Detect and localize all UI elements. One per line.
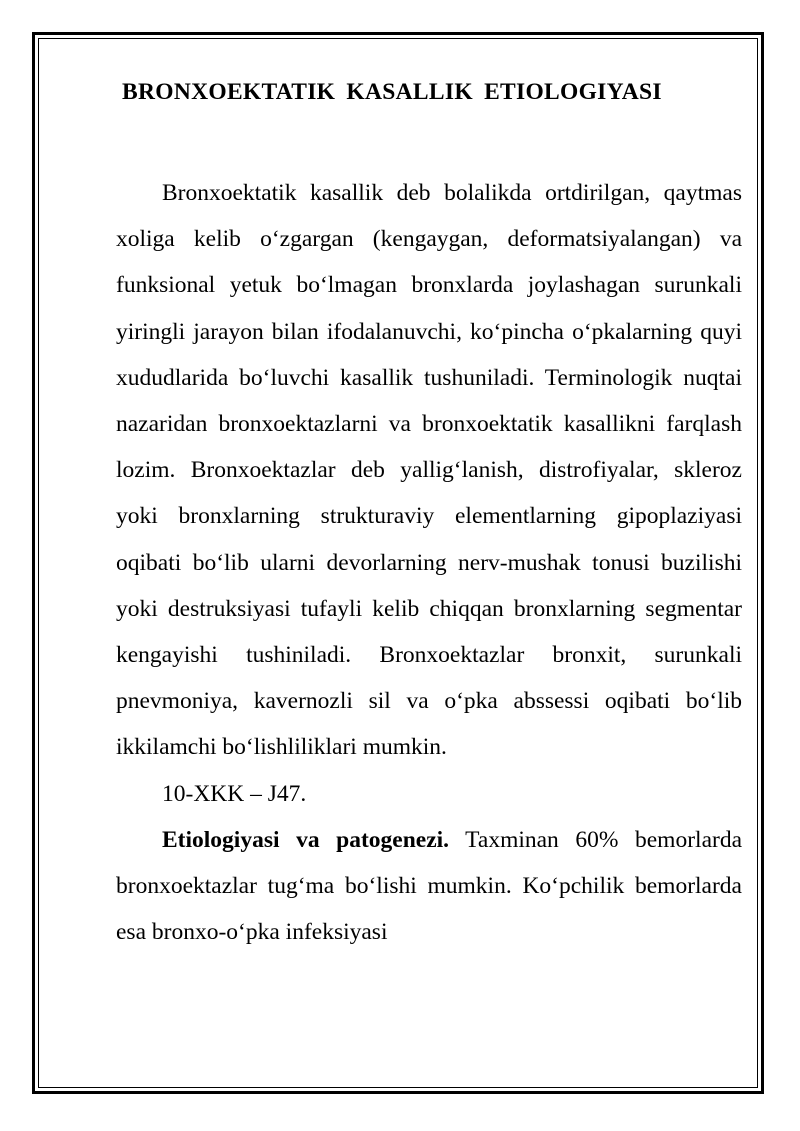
icd-code-line: 10-XKK – J47. (162, 780, 307, 807)
etiology-paragraph (116, 817, 742, 956)
title-spacer (116, 108, 742, 170)
page-content (116, 76, 742, 955)
etiology-text: Taxminan 60% bemorlarda bronxoektazlar tug‘ma bo‘lishi mumkin. Ko‘pchilik bemorlarda esa bronxo-o‘pka infeksiyasi (116, 826, 743, 946)
definition-paragraph: Bronxoektatik kasallik deb bolalikda ortdirilgan, qaytmas xoliga kelib o‘zgargan (kengaygan, deformatsiyalangan) va funksional yetuk bo‘lmagan bronxlarda joylashagan surunkali yiringli jarayon bilan ifodalanuvchi, ko‘pincha o‘pkalarning quyi xududlarida bo‘luvchi kasallik tushuniladi. Terminologik nuqtai nazaridan bronxoektazlarni va bronxoektatik kasallikni farqlash lozim. Bronxoektazlar deb yallig‘lanish, distrofiyalar, skleroz yoki bronxlarning strukturaviy elementlarning gipoplaziyasi oqibati bo‘lib ularni devorlarning nerv-mushak tonusi buzilishi yoki destruksiyasi tufayli kelib chiqqan bronxlarning segmentar kengayishi tushiniladi. Bronxoektazlar bronxit, surunkali pnevmoniya, kavernozli sil va o‘pka abssessi oqibati bo‘lib ikkilamchi bo‘lishliliklari mumkin. (116, 180, 742, 761)
section-heading: Etiologiyasi va patogenezi. (162, 826, 450, 853)
page-title: BRONXOEKTATIK KASALLIK ETIOLOGIYASI (122, 79, 662, 105)
